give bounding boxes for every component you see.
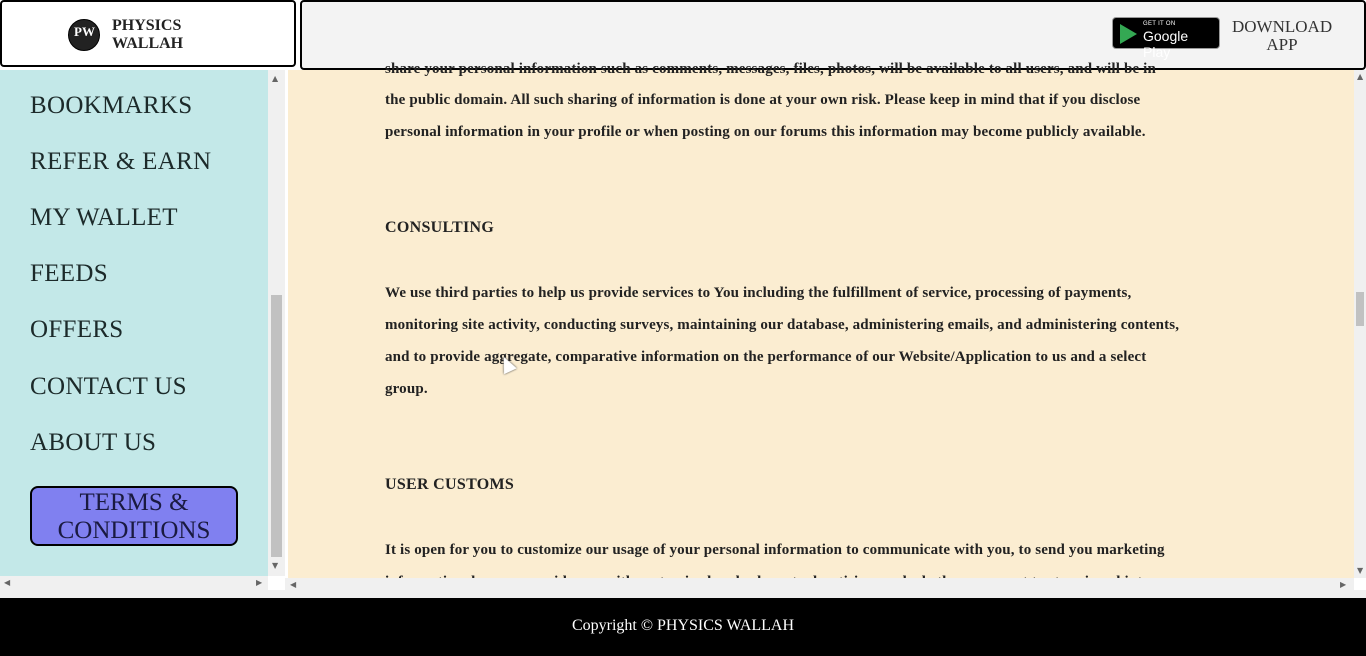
sidebar-item-feeds[interactable]: FEEDS	[30, 260, 108, 287]
brand-line-1: PHYSICS	[112, 17, 182, 34]
sidebar-item-refer-earn[interactable]: REFER & EARN	[30, 148, 212, 175]
terms-line-2: CONDITIONS	[57, 517, 211, 544]
google-play-label: Google Play	[1143, 28, 1189, 60]
download-line-1: DOWNLOAD	[1232, 17, 1333, 36]
paragraph-line: and to provide aggregate, comparative information on the performance of our Website/Application to us and a select	[385, 349, 1147, 365]
brand-name	[112, 17, 183, 53]
logo-box[interactable]	[0, 0, 296, 67]
google-play-button[interactable]	[1112, 17, 1220, 60]
sidebar	[0, 70, 268, 576]
google-play-caption: GET IT ON	[1143, 21, 1176, 27]
paragraph-line: We use third parties to help us provide services to You including the fulfillment of service, processing of payments,	[385, 285, 1132, 301]
sidebar-item-contact-us[interactable]: CONTACT US	[30, 373, 187, 400]
footer	[0, 598, 1366, 656]
logo-mark: PW	[74, 24, 95, 39]
google-play-icon	[1120, 24, 1137, 44]
sidebar-item-offers[interactable]: OFFERS	[30, 316, 124, 343]
sidebar-item-my-wallet[interactable]: MY WALLET	[30, 204, 178, 231]
paragraph-line: monitoring site activity, conducting surveys, maintaining our database, administering emails, and administering contents,	[385, 317, 1180, 333]
sidebar-item-about-us[interactable]: ABOUT US	[30, 429, 157, 456]
paragraph-line: group.	[385, 381, 428, 397]
sidebar-horizontal-scrollbar[interactable]	[0, 576, 268, 590]
main-scroll-right-arrow-icon[interactable]: ▶	[1340, 580, 1347, 589]
main-scroll-up-arrow-icon[interactable]: ▲	[1357, 72, 1364, 81]
section-heading-user-customs: USER CUSTOMS	[385, 476, 515, 493]
paragraph-line: share your personal information such as comments, messages, files, photos, will be available to all users, and will be in	[385, 61, 1156, 77]
brand-line-2: WALLAH	[112, 35, 184, 52]
terms-content	[288, 61, 1354, 578]
sidebar-item-bookmarks[interactable]: BOOKMARKS	[30, 92, 193, 119]
copyright-text: Copyright © PHYSICS WALLAH	[571, 617, 795, 634]
terms-line-1: TERMS &	[79, 489, 189, 516]
main-scroll-left-arrow-icon[interactable]: ◀	[290, 580, 297, 589]
scroll-left-arrow-icon[interactable]: ◀	[4, 578, 11, 587]
paragraph-line: It is open for you to customize our usage of your personal information to communicate with you, to send you marketing	[385, 542, 1165, 558]
main-horizontal-scrollbar[interactable]	[285, 578, 1354, 590]
terms-conditions-button[interactable]	[30, 486, 238, 546]
scroll-down-arrow-icon[interactable]: ▼	[272, 561, 279, 570]
paragraph-line: the public domain. All such sharing of information is done at your own risk. Please keep in mind that if you disclose	[385, 92, 1141, 108]
main-scroll-down-arrow-icon[interactable]: ▼	[1357, 566, 1364, 575]
divider	[0, 590, 1366, 598]
download-app-link[interactable]	[1232, 18, 1332, 54]
scroll-up-arrow-icon[interactable]: ▲	[272, 74, 279, 83]
sidebar-scroll-thumb[interactable]	[271, 295, 282, 557]
section-heading-consulting: CONSULTING	[385, 219, 495, 236]
paragraph-line: personal information in your profile or when posting on our forums this information may become publicly available.	[385, 124, 1146, 140]
main-scroll-thumb[interactable]	[1356, 292, 1364, 326]
pw-logo-icon	[68, 19, 100, 51]
download-line-2: APP	[1266, 35, 1298, 54]
scroll-right-arrow-icon[interactable]: ▶	[256, 578, 263, 587]
